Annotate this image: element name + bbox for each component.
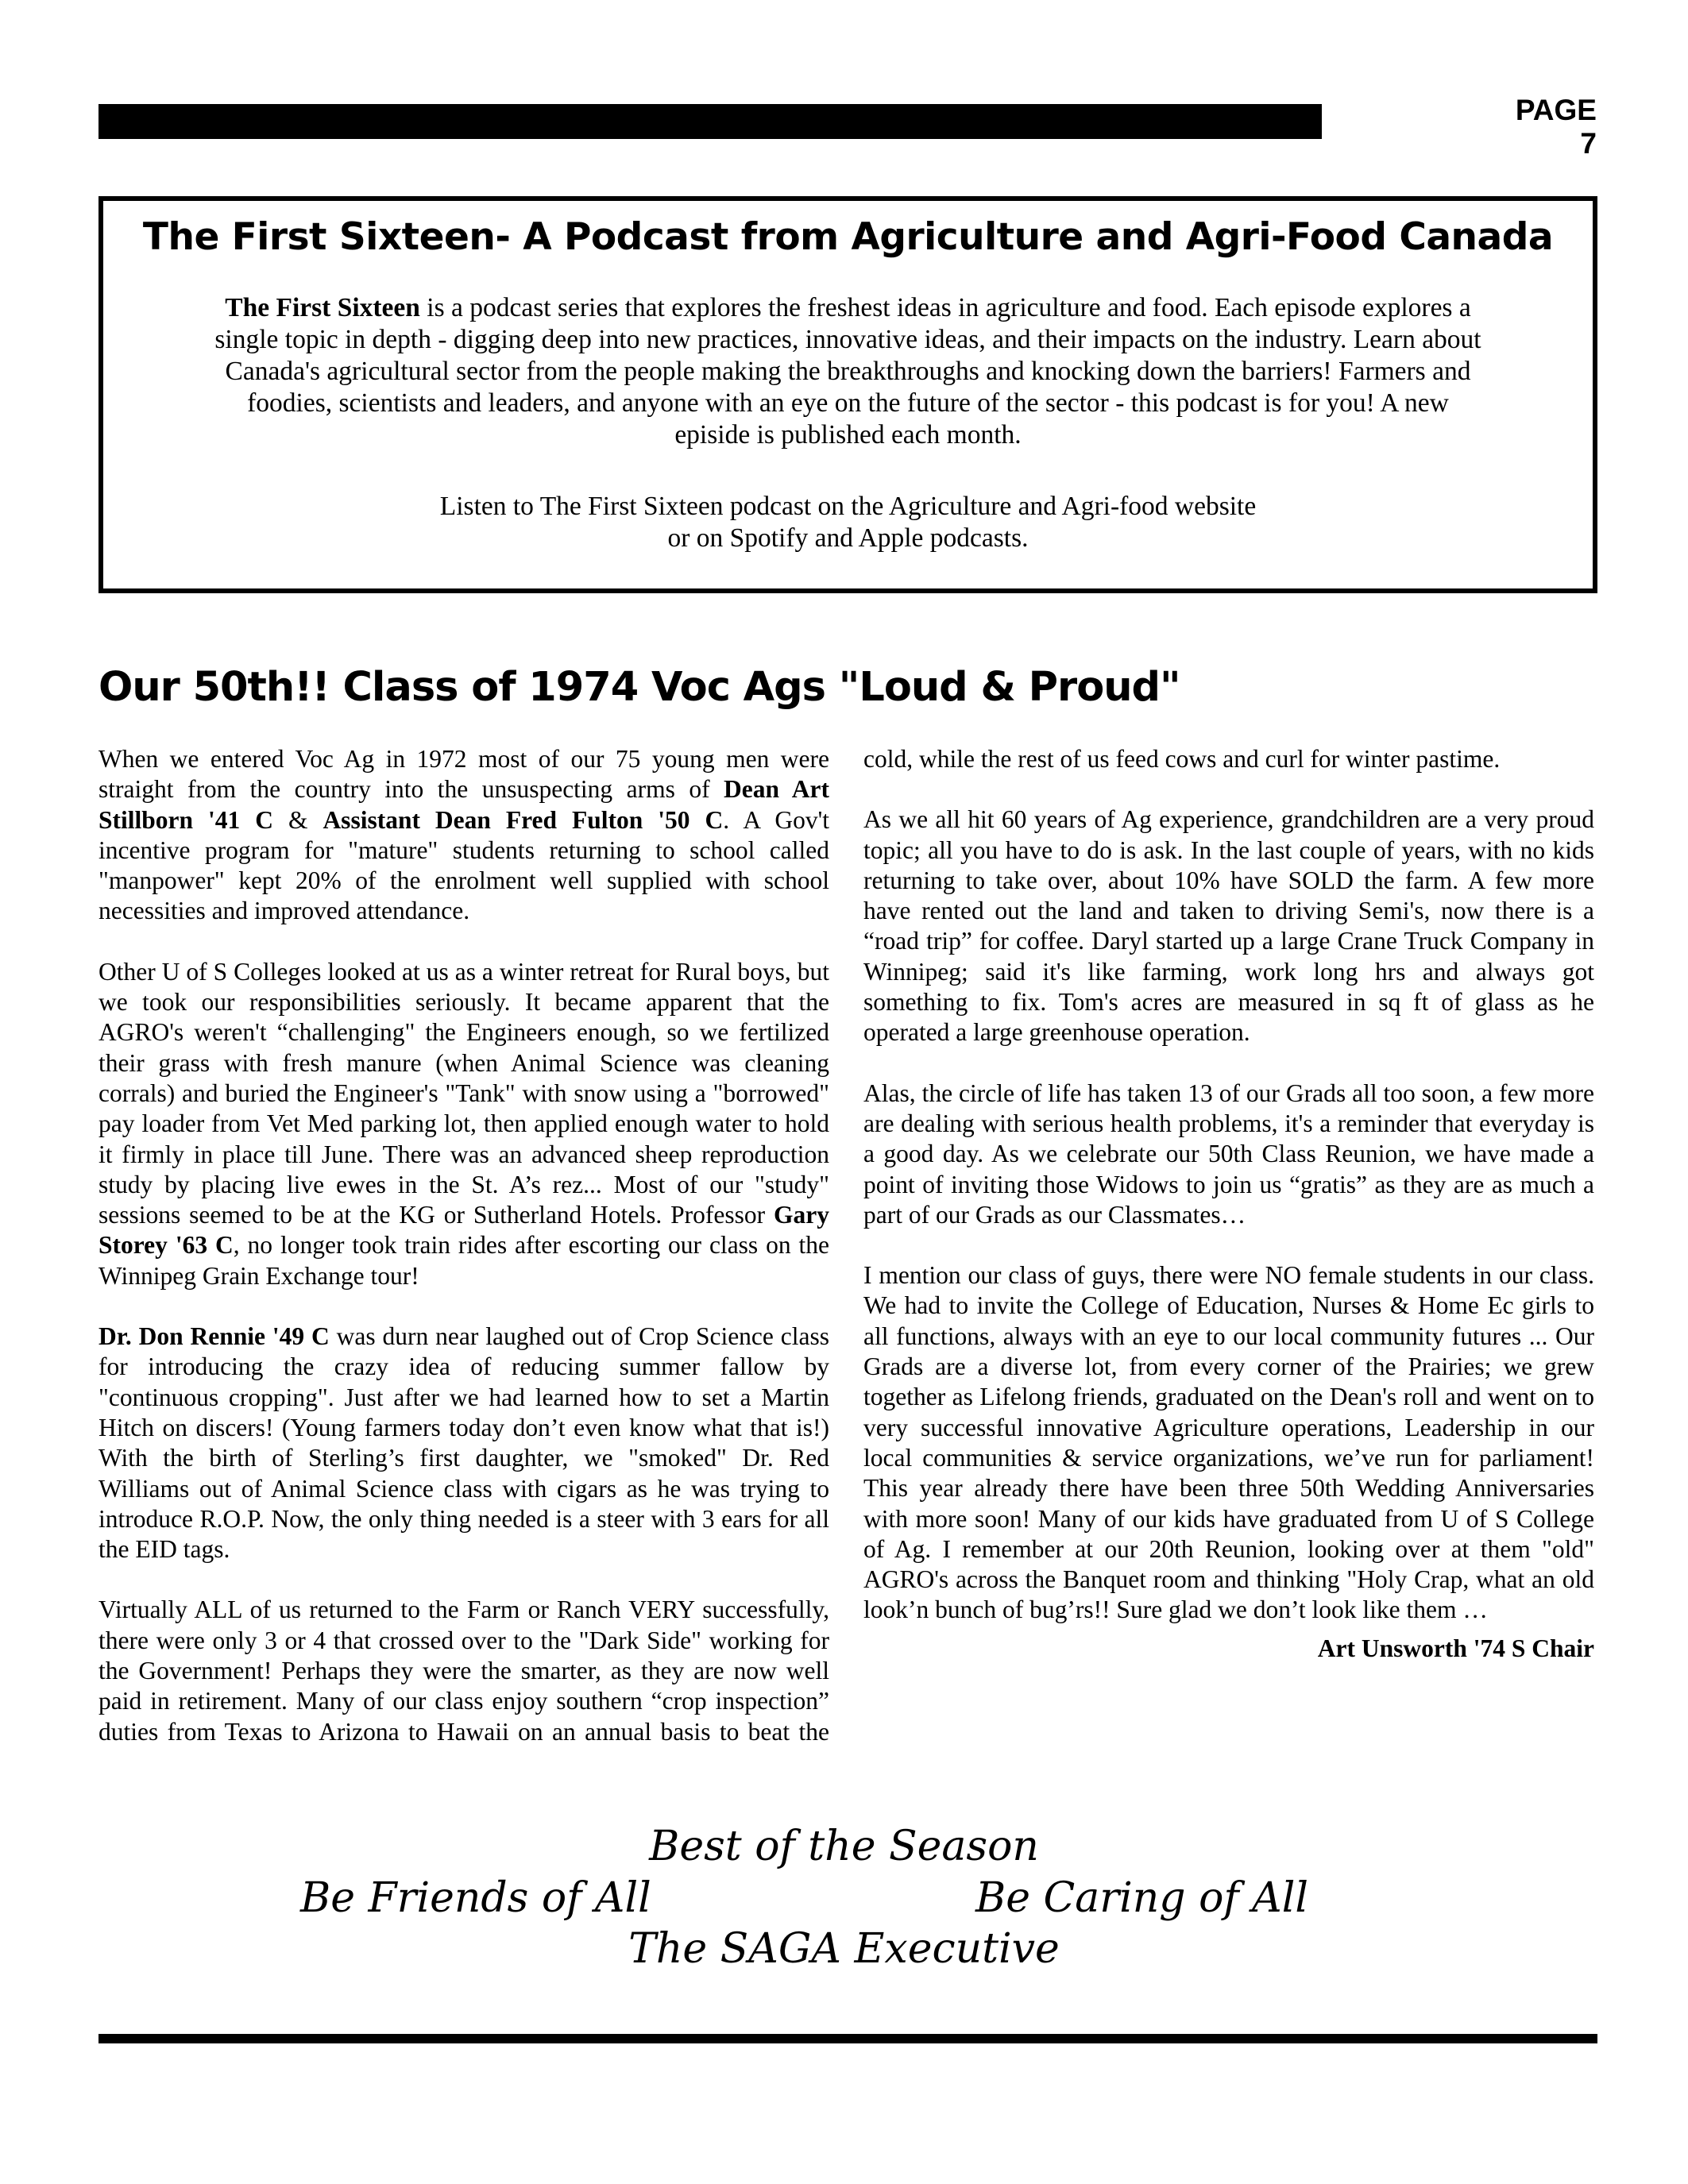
footer-bar <box>98 2034 1597 2043</box>
article-column-left <box>98 744 829 1777</box>
person-name: Assistant Dean Fred Fulton '50 C <box>323 805 724 834</box>
article-column-right <box>863 744 1594 1664</box>
text: & <box>272 805 323 834</box>
article-paragraph: Alas, the circle of life has taken 13 of our Grads all too soon, a few more are dealing with serious health problems, it's a reminder that everyday is a good day. As we celebrate our 50th Class Reunion, we have made a point of inviting those Widows to join us “gratis” as they are as much a part of our Grads as our Classmates… <box>863 1078 1594 1229</box>
text: was durn near laughed out of Crop Science class for introducing the crazy idea of reducing summer fallow by "continuous cropping". Just after we had learned how to set a Martin Hitch on discers! (Young farmers today don’t even know what that is!) With the birth of Sterling’s first daughter, we "smoked" Dr. Red Williams out of Animal Science class with cigars as he was trying to introduce R.O.P. Now, the only thing needed is a steer with 3 ears for all the EID tags. <box>98 1322 830 1564</box>
page-number: PAGE 7 <box>1515 94 1597 160</box>
podcast-title: The First Sixteen- A Podcast from Agriculture and Agri-Food Canada <box>142 215 1554 259</box>
listen-line-2: or on Spotify and Apple podcasts. <box>667 523 1029 553</box>
person-name: Dr. Don Rennie '49 C <box>98 1322 330 1351</box>
podcast-box <box>98 196 1597 593</box>
article-paragraph: I mention our class of guys, there were NO female students in our class. We had to invite the College of Education, Nurses & Home Ec girls to all functions, always with an eye to our local community futures ... Our Grads are a diverse lot, from every corner of the Prairies; we grew together as Lifelong friends, graduated on the Dean's roll and went on to very successful innovative Agriculture operations, Leadership in our local communities & service organizations, we’ve run for parliament! This year already there have been three 50th Wedding Anniversaries with more soon! Many of our kids have graduated from U of S College of Ag. I remember at our 20th Reunion, looking over at them "old" AGRO's across the Banquet room and thinking "Holy Crap, what an old look’n bunch of bug’rs!! Sure glad we don’t look like them … <box>863 1261 1594 1624</box>
greeting-best-of-season: Best of the Season <box>649 1823 1039 1870</box>
greeting-be-friends: Be Friends of All <box>300 1874 651 1922</box>
article-paragraph: Virtually ALL of us returned to the Farm or Ranch VERY successfully, there were only 3 or 4 that crossed over to the "Dark Side" working for the Government! Perhaps they were the smarter, as they are now well paid in retirement. Many of our class enjoy southern “crop inspection” duties from Texas to Arizona to Hawaii on an annual basis to beat the <box>98 1596 829 1746</box>
text: . A Gov't incentive program for "mature" students returning to school called "manpower" kept 20% of the enrolment well supplied with school necessities and improved attendance. <box>98 805 829 925</box>
header-bar <box>98 104 1322 139</box>
article-paragraph <box>98 957 829 1291</box>
podcast-name: The First Sixteen <box>225 293 420 322</box>
person-name: Gary Storey '63 C <box>98 1201 829 1260</box>
article-paragraph <box>98 744 829 927</box>
article-paragraph: As we all hit 60 years of Ag experience, grandchildren are a very proud topic; all you have to do is ask. In the last couple of years, with no kids returning to take over, about 10% have SOLD the farm. A few more have rented out the land and taken to driving Semi's, now there is a “road trip” for coffee. Daryl started up a large Crane Truck Company in Winnipeg; said it's like farming, work long hrs and always got something to fix. Tom's acres are measured in sq ft of glass as he operated a large greenhouse operation. <box>863 805 1594 1047</box>
article-paragraph-continued: cold, while the rest of us feed cows and curl for winter pastime. <box>863 745 1501 773</box>
text: Other U of S Colleges looked at us as a winter retreat for Rural boys, but we took our responsibilities seriously. It became apparent that the AGRO's weren't “challenging" the Engineers enough, so we fertilized their grass with fresh manure (when Animal Science was cleaning corrals) and buried the Engineer's "Tank" with snow using a "borrowed" pay loader from Vet Med parking lot, then applied enough water to hold it firmly in place till June. There was an advanced sheep reproduction study by placing live ewes in the St. A’s rez... Most of our "study" sessions seemed to be at the KG or Sutherland Hotels. Professor <box>98 957 829 1229</box>
greeting-saga-executive: The SAGA Executive <box>628 1925 1060 1973</box>
article-signature: Art Unsworth '74 S Chair <box>1317 1634 1594 1662</box>
podcast-description-text: is a podcast series that explores the freshest ideas in agriculture and food. Each episode explores a single topic in depth - digging deep into new practices, innovative ideas, and their impacts on the industry. Learn about Canada's agricultural sector from the people making the breakthroughs and knocking down the barriers! Farmers and foodies, scientists and leaders, and anyone with an eye on the future of the sector - this podcast is for you! A new episide is published each month. <box>214 293 1481 450</box>
listen-line-1: Listen to The First Sixteen podcast on the Agriculture and Agri-food website <box>439 492 1257 521</box>
podcast-description <box>207 292 1489 451</box>
article-paragraph <box>98 1322 829 1565</box>
article-title: Our 50th!! Class of 1974 Voc Ags "Loud & Proud" <box>98 664 1180 711</box>
person-name: Dean Art Stillborn '41 C <box>98 775 829 834</box>
greeting-be-caring: Be Caring of All <box>975 1874 1308 1922</box>
text: When we entered Voc Ag in 1972 most of our 75 young men were straight from the country into the unsuspecting arms of <box>98 745 829 804</box>
text: , no longer took train rides after escorting our class on the Winnipeg Grain Exchange tour! <box>98 1231 830 1290</box>
podcast-listen-info <box>207 491 1489 554</box>
